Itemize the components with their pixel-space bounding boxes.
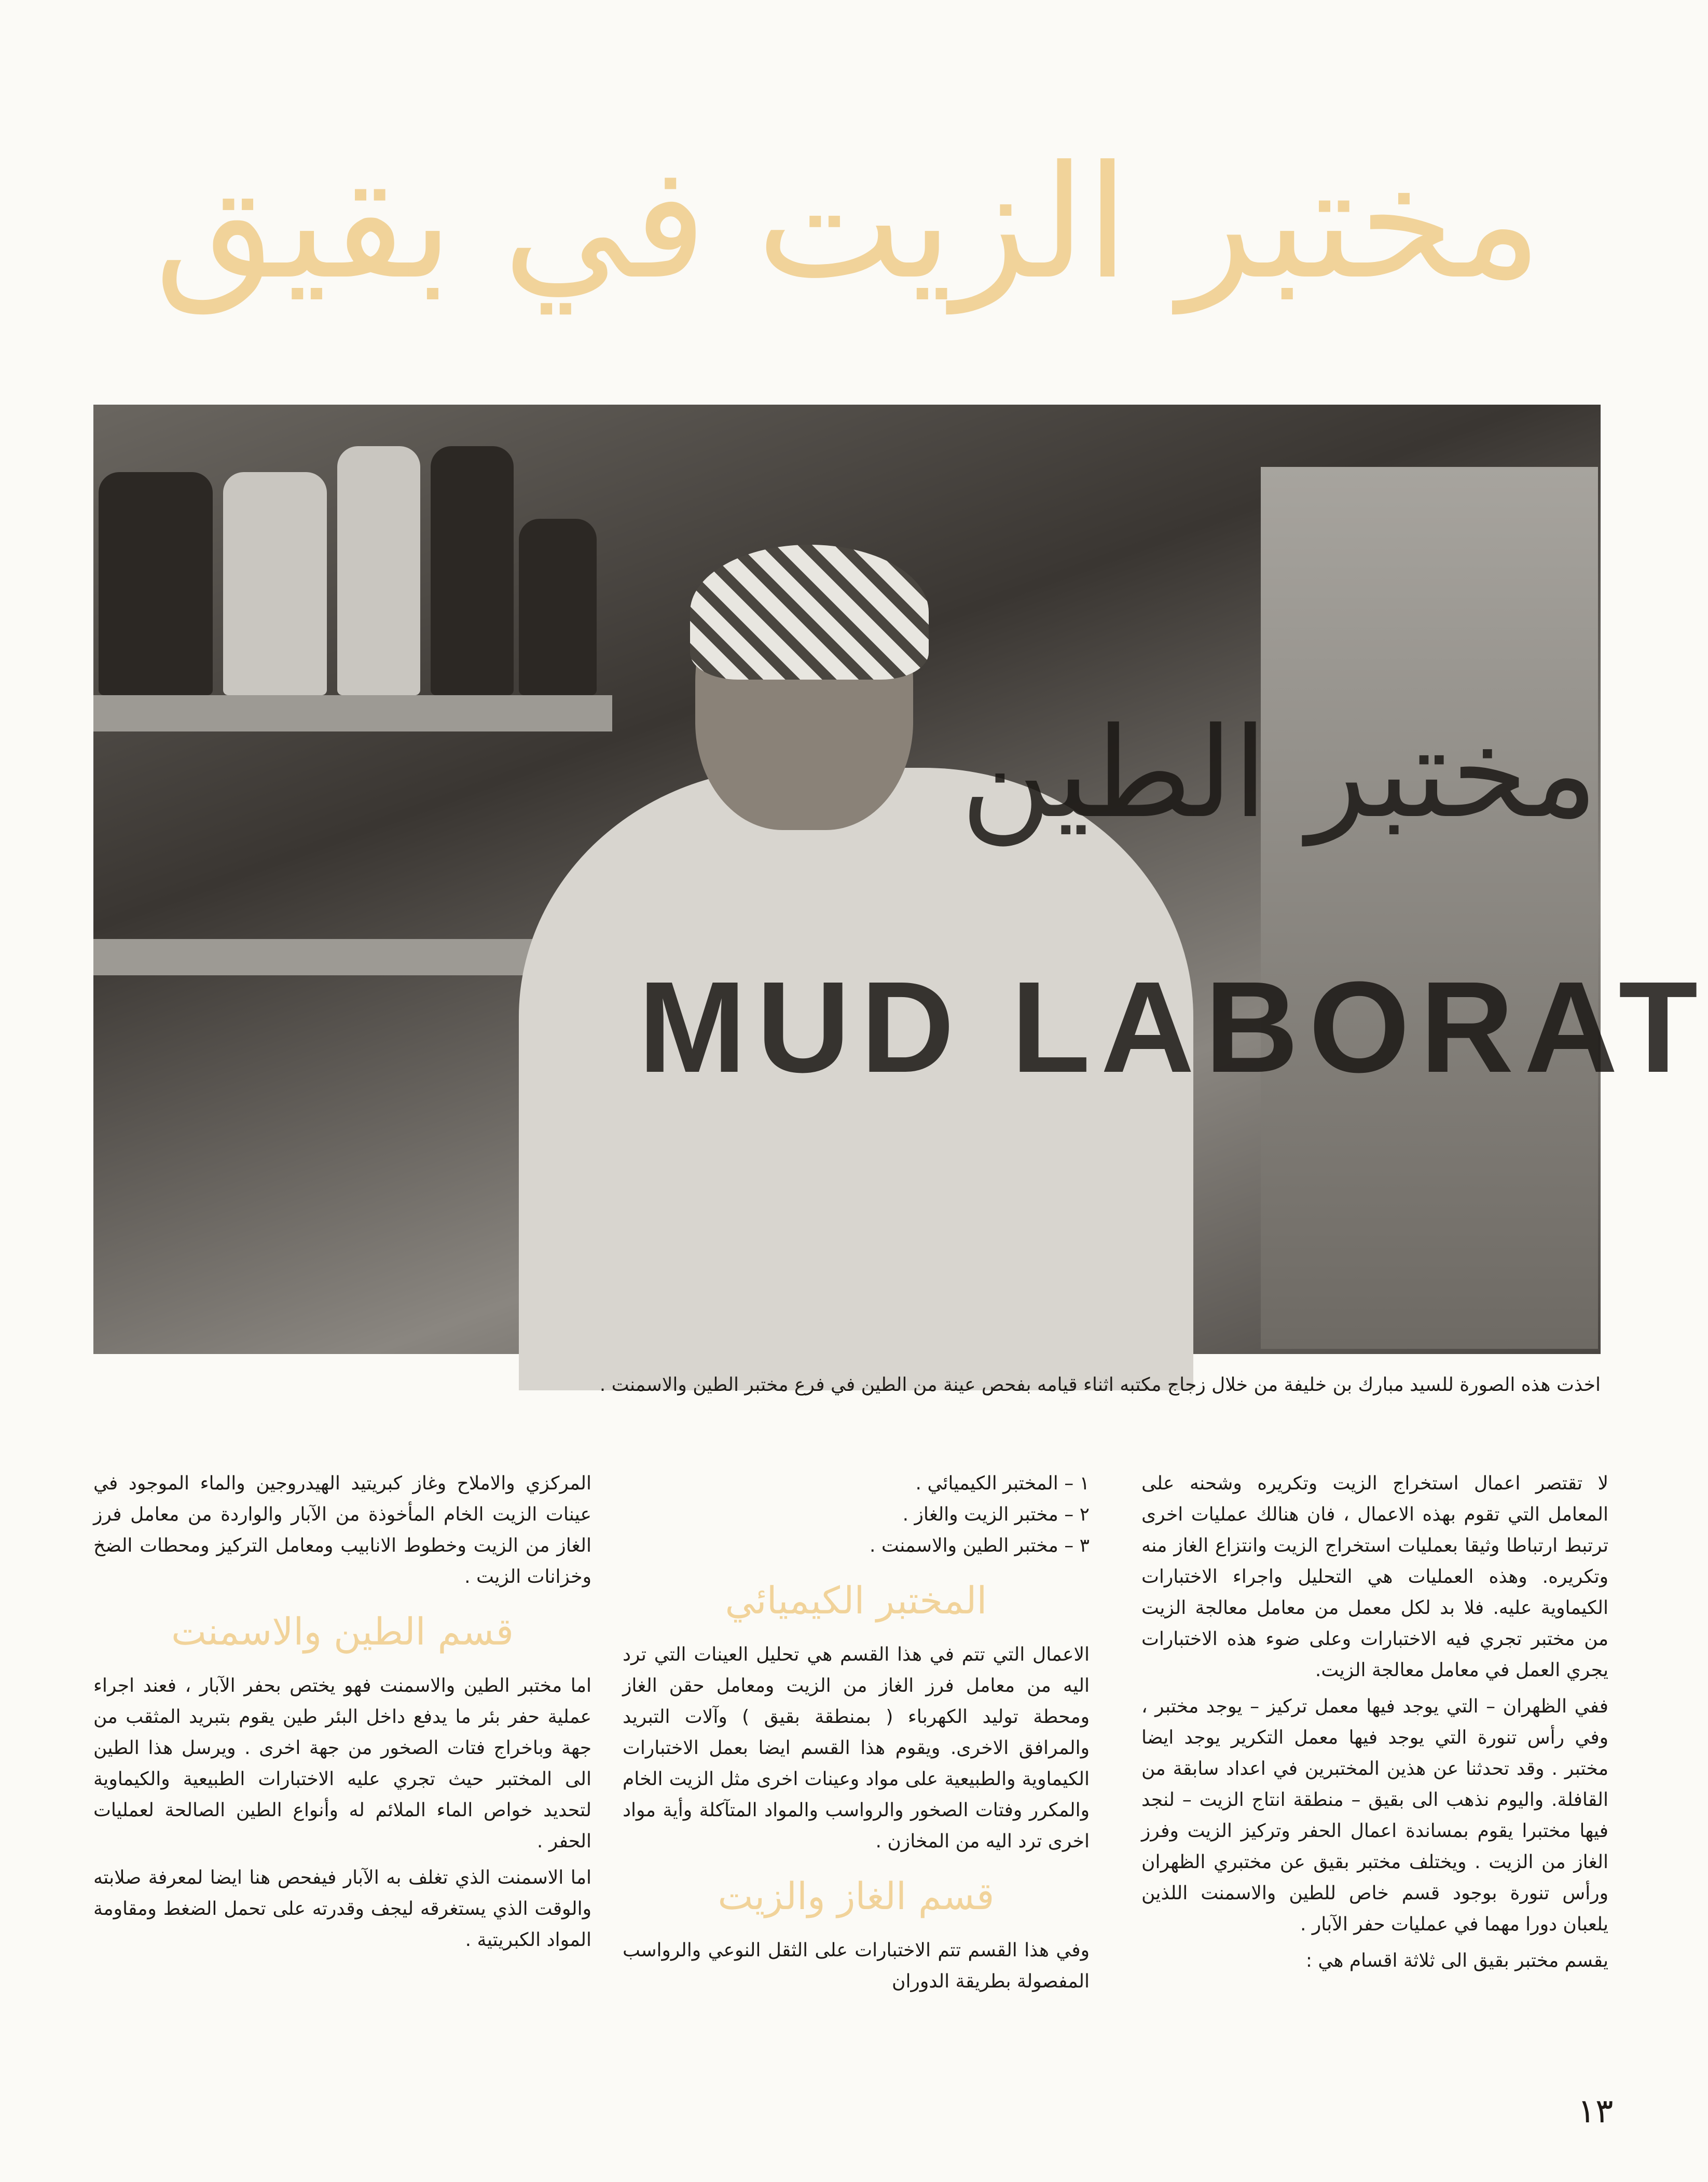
list-item: ٢ – مختبر الزيت والغاز . [902, 1504, 1090, 1525]
paragraph: وفي هذا القسم تتم الاختبارات على الثقل النوعي والرواسب المفصولة بطريقة الدوران [623, 1940, 1090, 1992]
article-title: مختبر الزيت في بقيق [154, 132, 1542, 313]
column-right [1141, 1468, 1608, 1982]
paragraph: لا تقتصر اعمال استخراج الزيت وتكريره وشحنه على المعامل التي تقوم بهذه الاعمال ، فان هنالك عمليات اخرى ترتبط ارتباطا وثيقا بعمليات استخراج الزيت وانتزاع الغاز منه وتكريره. وهذه العمليات هي التحليل واجراء الاختبارات الكيماوية عليه. فلا بد لكل معمل من معامل معالجة الزيت من مختبر تجري فيه الاختبارات وعلى ضوء هذه الاختبارات يجري العمل في معامل معالجة الزيت. [1141, 1473, 1608, 1681]
bottle [431, 446, 514, 695]
glass-sign-arabic: مختبر الطين [960, 700, 1598, 846]
paragraph: ففي الظهران – التي يوجد فيها معمل تركيز – يوجد مختبر ، وفي رأس تنورة التي يوجد فيها معمل التكرير يوجد ايضا مختبر . وقد تحدثنا عن هذين المختبرين في اعداد سابقة من القافلة. واليوم نذهب الى بقيق – منطقة انتاج الزيت – لنجد فيها مختبرا يقوم بمساندة اعمال الحفر وتركيز الزيت وفرز الغاز من الزيت . ويختلف مختبر بقيق عن مختبري الظهران ورأس تنورة بوجود قسم خاص للطين والاسمنت اللذين يلعبان دورا مهما في عمليات حفر الآبار . [1141, 1696, 1608, 1935]
lab-photo [93, 405, 1708, 1354]
paragraph: اما الاسمنت الذي تغلف به الآبار فيفحص هنا ايضا لمعرفة صلابته والوقت الذي يستغرقه ليجف وقدرته على تحمل الضغط ومقاومة المواد الكبريتية . [93, 1867, 591, 1951]
paragraph: اما مختبر الطين والاسمنت فهو يختص بحفر الآبار ، فعند اجراء عملية حفر بئر ما يدفع داخل البئر طين يقوم بتبريد المثقب من جهة وباخراج فتات الصخور من جهة اخرى . ويرسل هذا الطين الى المختبر حيث تجري عليه الاختبارات الطبيعية والكيماوية لتحديد خواص الماء الملائم له وأنواع الطين الصالحة لعمليات الحفر . [93, 1675, 591, 1852]
section-list [623, 1468, 1090, 1562]
bottle [337, 446, 420, 695]
list-item: ١ – المختبر الكيميائي . [915, 1473, 1090, 1494]
cap [690, 545, 929, 680]
bottle [519, 519, 597, 695]
bottle [223, 472, 327, 695]
glass-sign-english: MUD LABORAT [638, 955, 1708, 1099]
paragraph: يقسم مختبر بقيق الى ثلاثة اقسام هي : [1305, 1950, 1608, 1971]
paragraph: الاعمال التي تتم في هذا القسم هي تحليل العينات التي ترد اليه من معامل فرز الغاز من الزيت ومعامل حقن الغاز ومحطة توليد الكهرباء ( بمنطقة بقيق ) وآلات التبريد والمرافق الاخرى. ويقوم هذا القسم ايضا بعمل الاختبارات الكيماوية والطبيعية على مواد وعينات اخرى مثل الزيت الخام والمكرر وفتات الصخور والرواسب والمواد المتآكلة وأية مواد اخرى ترد اليه من المخازن . [623, 1644, 1090, 1852]
lab-equipment [1261, 467, 1598, 1349]
photo-caption: اخذت هذه الصورة للسيد مبارك بن خليفة من خلال زجاج مكتبه اثناء قيامه بفحص عينة من الطين في فرع مختبر الطين والاسمنت . [599, 1374, 1601, 1396]
paragraph: المركزي والاملاح وغاز كبريتيد الهيدروجين والماء الموجود في عينات الزيت الخام المأخوذة من الآبار والواردة من معامل فرز الغاز من الزيت وخطوط الانابيب ومعامل التركيز ومحطات الضخ وخزانات الزيت . [93, 1473, 591, 1587]
list-item: ٣ – مختبر الطين والاسمنت . [870, 1535, 1090, 1556]
subheading: قسم الطين والاسمنت [171, 1610, 514, 1653]
bottle [99, 472, 213, 695]
subheading: المختبر الكيميائي [725, 1579, 987, 1622]
column-middle [623, 1468, 1090, 2003]
shelf [93, 695, 612, 731]
page-number: ١٣ [1577, 2092, 1614, 2131]
subheading: قسم الغاز والزيت [718, 1874, 995, 1918]
column-left [93, 1468, 591, 1961]
